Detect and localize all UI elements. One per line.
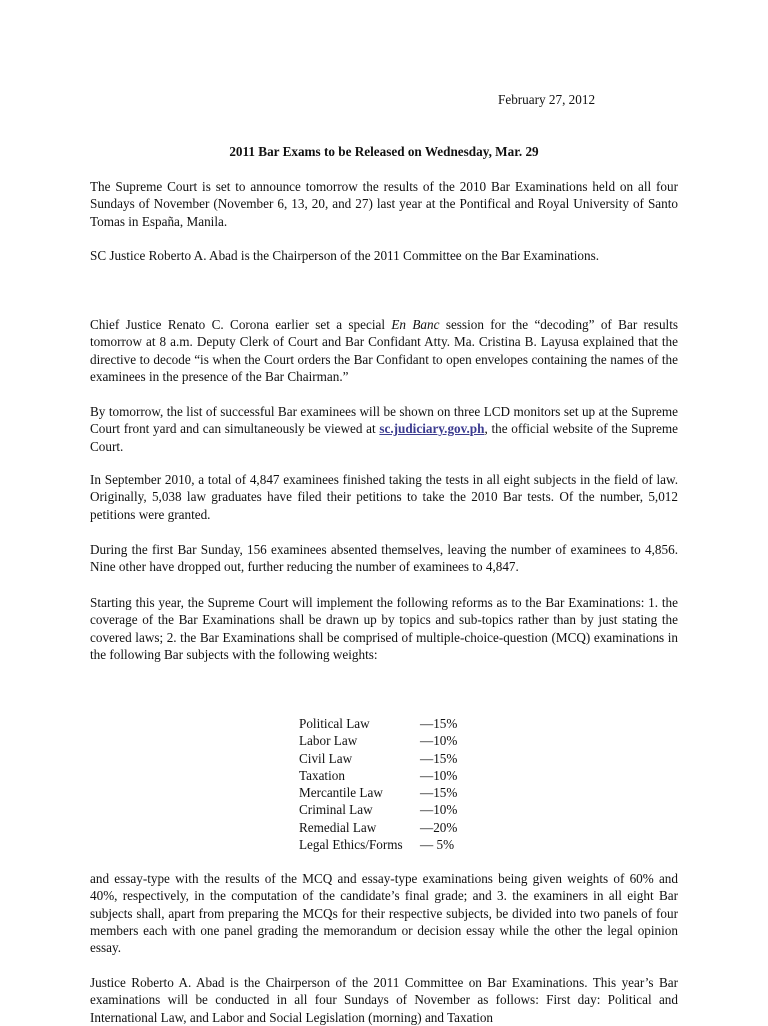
weight-value: —15% bbox=[420, 785, 458, 801]
weight-subject: Civil Law bbox=[299, 750, 353, 766]
decoding-text-after: session for the “decoding” of Bar results tomorrow at 8 a.m. Deputy Clerk of Court and Bar Confidant Atty. Ma. Cristina B. Layusa explained that the directive to decode “is when the Court orders the Bar Confidant to open envelopes containing the names of the examinees in the presence of the Bar Chairman.” bbox=[90, 317, 678, 384]
paragraph-committee-chair: SC Justice Roberto A. Abad is the Chairperson of the 2011 Committee on the Bar Examinations. bbox=[90, 248, 599, 263]
weight-value: —15% bbox=[420, 716, 458, 731]
press-release-date: February 27, 2012 bbox=[498, 92, 596, 107]
weight-subject: Taxation bbox=[299, 767, 345, 783]
paragraph-absentees: During the first Bar Sunday, 156 examinees absented themselves, leaving the number of examinees to 4,856. Nine other have dropped out, further reducing the number of examinees to 4,847. bbox=[90, 542, 678, 575]
en-banc-italic: En Banc bbox=[391, 317, 440, 332]
weight-value: —10% bbox=[420, 767, 458, 783]
weight-subject: Remedial Law bbox=[299, 819, 377, 835]
weight-value: —15% bbox=[420, 750, 458, 766]
weight-value: —10% bbox=[420, 802, 458, 818]
paragraph-exam-schedule: Justice Roberto A. Abad is the Chairperson of the 2011 Committee on Bar Examinations. This year’s Bar examinations will be conducted in all four Sundays of November as follows: First day: Political and International Law, and Labor and Social Legislation (morning) and Taxation bbox=[90, 975, 678, 1025]
paragraph-results-announcement: The Supreme Court is set to announce tomorrow the results of the 2010 Bar Examinations held on all four Sundays of November (November 6, 13, 20, and 27) last year at the Pontifical and Royal University of Santo Tomas in España, Manila. bbox=[90, 179, 678, 229]
weight-subject: Political Law bbox=[299, 716, 370, 731]
paragraph-results-viewing bbox=[90, 403, 678, 455]
paragraph-decoding-session bbox=[90, 316, 678, 385]
viewing-text-before: By tomorrow, the list of successful Bar examinees will be shown on three LCD monitors set up at the Supreme Court front yard and can simultaneously be viewed at bbox=[90, 404, 678, 437]
weight-row bbox=[299, 819, 457, 836]
weight-subject: Labor Law bbox=[299, 733, 358, 749]
weight-row bbox=[299, 767, 457, 784]
weight-value: — 5% bbox=[420, 837, 455, 853]
weight-value: —20% bbox=[420, 819, 458, 835]
weight-value: —10% bbox=[420, 733, 458, 749]
weight-row bbox=[299, 732, 457, 749]
weight-row bbox=[299, 801, 457, 818]
decoding-text-before: Chief Justice Renato C. Corona earlier set a special bbox=[90, 317, 392, 332]
paragraph-reforms: Starting this year, the Supreme Court will implement the following reforms as to the Bar Examinations: 1. the coverage of the Bar Examinations shall be drawn up by topics and sub-topics rather than by just stating the covered laws; 2. the Bar Examinations shall be comprised of multiple-choice-question (MCQ) examinations in the following Bar subjects with the following weights: bbox=[90, 595, 678, 662]
paragraph-essay-weights: and essay-type with the results of the MCQ and essay-type examinations being given weights of 60% and 40%, respectively, in the computation of the candidate’s final grade; and 3. the examiners in all eight Bar subjects shall, apart from preparing the MCQs for their respective subjects, be divided into two panels of four members each with one panel grading the memorandum or decision essay while the other the legal opinion essay. bbox=[90, 871, 678, 956]
weight-row bbox=[299, 784, 457, 801]
weight-subject: Mercantile Law bbox=[299, 785, 383, 801]
weight-row bbox=[299, 715, 457, 732]
viewing-text-after: , the official website of the Supreme Court. bbox=[90, 421, 678, 454]
judiciary-website-link[interactable]: sc.judiciary.gov.ph bbox=[379, 421, 485, 437]
press-release-title: 2011 Bar Exams to be Released on Wednesday, Mar. 29 bbox=[229, 144, 539, 159]
weight-subject: Criminal Law bbox=[299, 802, 373, 818]
subject-weights-list bbox=[299, 715, 457, 853]
paragraph-examinee-totals: In September 2010, a total of 4,847 examinees finished taking the tests in all eight subjects in the field of law. Originally, 5,038 law graduates have filed their petitions to take the 2010 Bar tests. Of the number, 5,012 petitions were granted. bbox=[90, 472, 678, 522]
weight-row bbox=[299, 750, 457, 767]
weight-subject: Legal Ethics/Forms bbox=[299, 837, 403, 853]
weight-row bbox=[299, 836, 457, 853]
